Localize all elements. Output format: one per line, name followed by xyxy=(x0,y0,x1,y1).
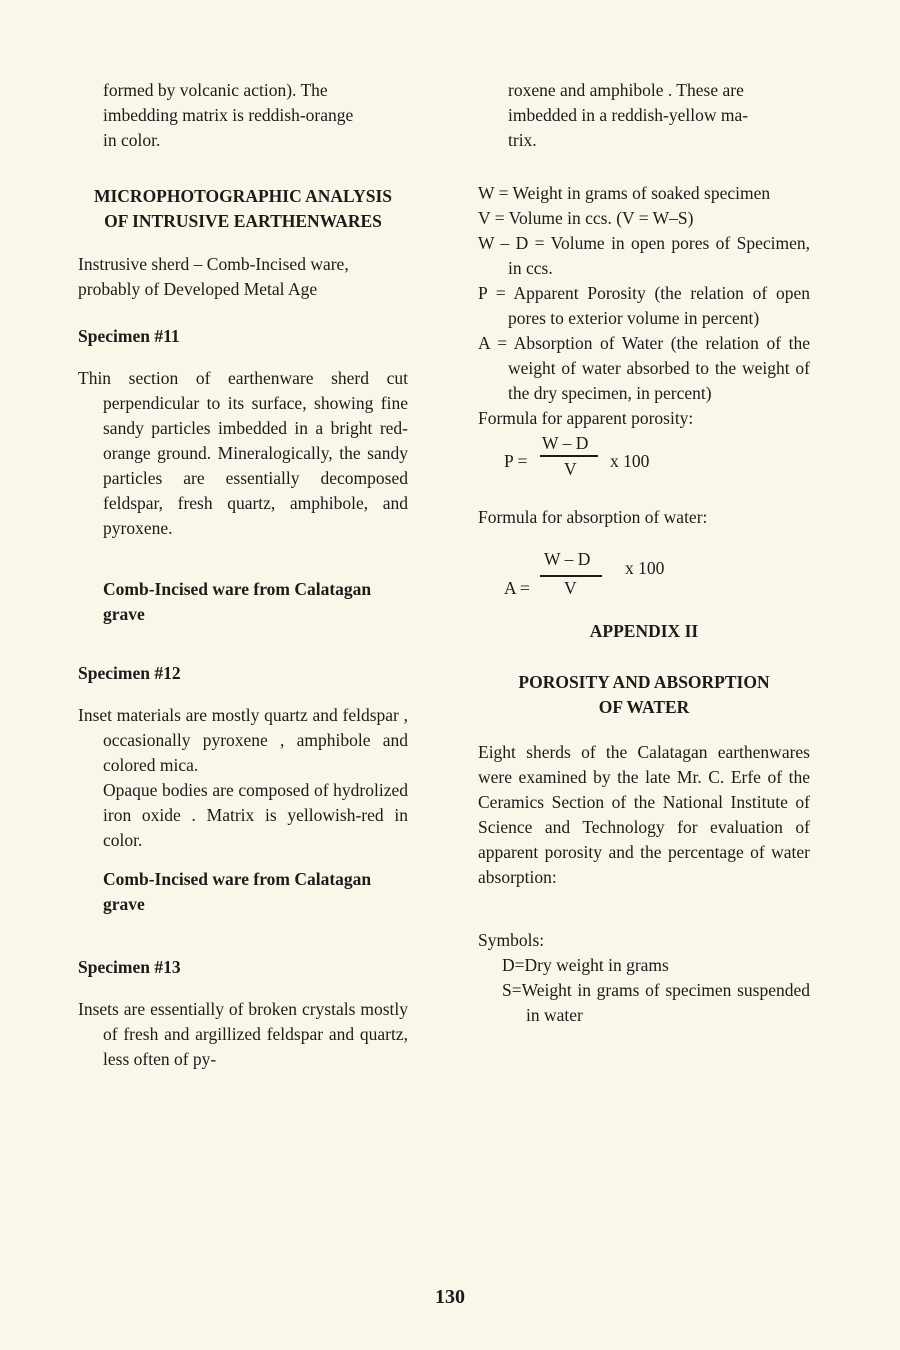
intro-line: trix. xyxy=(508,130,537,150)
page-number: 130 xyxy=(435,1286,465,1308)
appendix-title: POROSITY AND ABSORPTION xyxy=(518,672,770,692)
definition-a: A = Absorption of Water (the relation of the weight of water absorbed to the weight of the dry specimen, in percent) xyxy=(478,333,810,403)
fraction-bar xyxy=(540,575,602,577)
formula-multiplier: x 100 xyxy=(610,451,650,471)
formula-lhs: P = xyxy=(504,451,528,471)
formula-lhs: A = xyxy=(504,578,530,598)
definition-p: P = Apparent Porosity (the relation of open pores to exterior volume in percent) xyxy=(478,283,810,328)
section-heading: OF INTRUSIVE EARTHENWARES xyxy=(104,211,382,231)
formula-absorption xyxy=(478,530,810,604)
intro-line: roxene and amphibole . These are xyxy=(508,80,744,100)
right-intro xyxy=(478,78,810,153)
intro-line: formed by volcanic action). The xyxy=(103,80,328,100)
formula-numerator: W – D xyxy=(544,549,591,569)
fraction-bar xyxy=(540,455,598,457)
specimen-12-description-2: Opaque bodies are composed of hydrolized iron oxide . Matrix is yellowish-red in color. xyxy=(103,780,408,850)
intrusive-sherd-note: Instrusive sherd – Comb-Incised ware, probably of Developed Metal Age xyxy=(78,254,349,299)
symbol-s: S=Weight in grams of specimen suspended in water xyxy=(502,980,810,1025)
left-intro xyxy=(78,78,408,153)
specimen-11-title: Specimen #11 xyxy=(78,326,180,346)
symbols-label: Symbols: xyxy=(478,930,545,950)
specimen-12-title: Specimen #12 xyxy=(78,663,181,683)
intro-line: in color. xyxy=(103,130,161,150)
appendix-title: OF WATER xyxy=(598,697,690,717)
intro-line: imbedding matrix is reddish-orange xyxy=(103,105,354,125)
definition-w: W = Weight in grams of soaked specimen xyxy=(478,183,771,203)
appendix-text: Eight sherds of the Calatagan earthenwares were examined by the late Mr. C. Erfe of the Ceramics Section of the National Institute of Science and Technology for evaluation of apparent porosity and the percentage of water absorption: xyxy=(478,742,810,887)
specimen-12-description: Inset materials are mostly quartz and feldspar , occasionally pyroxene , amphibole and colored mica. xyxy=(78,705,408,775)
formula-porosity xyxy=(478,431,810,487)
intro-line: imbedded in a reddish-yellow ma- xyxy=(508,105,749,125)
symbol-d: D=Dry weight in grams xyxy=(502,955,669,975)
left-column xyxy=(78,78,408,1072)
right-column xyxy=(478,78,810,1028)
formula-numerator: W – D xyxy=(542,433,589,453)
definition-w-minus-d: W – D = Volume in open pores of Specimen, in ccs. xyxy=(478,233,810,278)
formula-denominator: V xyxy=(564,459,577,479)
formula-absorption-label: Formula for absorption of water: xyxy=(478,507,708,527)
specimen-11-description: Thin section of earthenware sherd cut perpendicular to its surface, showing fine sandy particles imbedded in a bright red-orange ground. Mineralogically, the sandy particles are essentially decomposed feldspar, fresh quartz, amphibole, and pyroxene. xyxy=(78,368,408,538)
specimen-12-source: Comb-Incised ware from Calatagan grave xyxy=(103,869,372,914)
specimen-13-description: Insets are essentially of broken crystals mostly of fresh and argillized feldspar and quartz, less often of py- xyxy=(78,999,408,1069)
specimen-11-source: Comb-Incised ware from Calatagan grave xyxy=(103,579,372,624)
specimen-13-title: Specimen #13 xyxy=(78,957,181,977)
section-heading: MICROPHOTOGRAPHIC ANALYSIS xyxy=(93,186,393,206)
formula-denominator: V xyxy=(564,578,577,598)
appendix-label: APPENDIX II xyxy=(589,621,699,641)
formula-multiplier: x 100 xyxy=(625,558,665,578)
definition-v: V = Volume in ccs. (V = W–S) xyxy=(478,208,694,228)
formula-porosity-label: Formula for apparent porosity: xyxy=(478,408,694,428)
